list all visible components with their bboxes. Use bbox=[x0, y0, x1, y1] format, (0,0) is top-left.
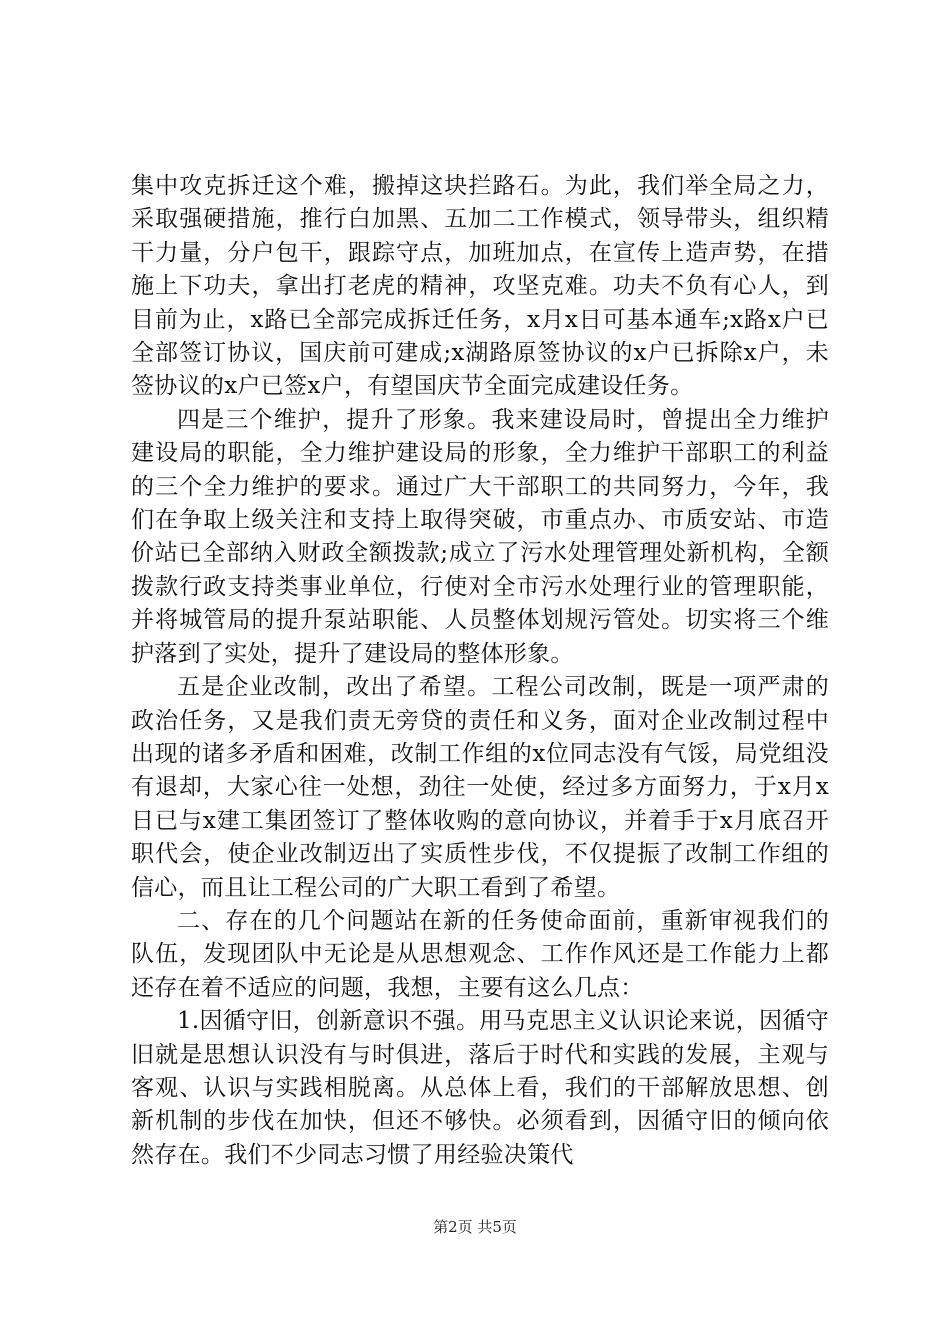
paragraph-5: 1.因循守旧，创新意识不强。用马克思主义认识论来说，因循守旧就是思想认识没有与时俱进，落后于时代和实践的发展，主观与客观、认识与实践相脱离。从总体上看，我们的干部解放思想、创新机制的步伐在加快，但还不够快。必须看到，因循守旧的倾向依然存在。我们不少同志习惯了用经验决策代 bbox=[131, 1008, 829, 1168]
paragraph-1: 集中攻克拆迁这个难，搬掉这块拦路石。为此，我们举全局之力，采取强硬措施，推行白加黑、五加二工作模式，领导带头，组织精干力量，分户包干，跟踪守点，加班加点，在宣传上造声势，在措施上下功夫，拿出打老虎的精神，攻坚克难。功夫不负有心人，到目前为止，x路已全部完成拆迁任务，x月x日可基本通车;x路x户已全部签订协议，国庆前可建成;x湖路原签协议的x户已拆除x户，未签协议的x户已签x户，有望国庆节全面完成建设任务。 bbox=[131, 173, 829, 400]
page-footer: 第2页 共5页 bbox=[433, 1218, 517, 1236]
paragraph-4: 二、存在的几个问题站在新的任务使命面前，重新审视我们的队伍，发现团队中无论是从思想观念、工作作风还是工作能力上都还存在着不适应的问题，我想，主要有这么几点： bbox=[131, 907, 829, 1001]
document-body bbox=[131, 170, 829, 1172]
paragraph-2: 四是三个维护，提升了形象。我来建设局时，曾提出全力维护建设局的职能，全力维护建设局的形象，全力维护干部职工的利益的三个全力维护的要求。通过广大干部职工的共同努力，今年，我们在争取上级关注和支持上取得突破，市重点办、市质安站、市造价站已全部纳入财政全额拨款;成立了污水处理管理处新机构，全额拨款行政支持类事业单位，行使对全市污水处理行业的管理职能，并将城管局的提升泵站职能、人员整体划规污管处。切实将三个维护落到了实处，提升了建设局的整体形象。 bbox=[131, 406, 829, 667]
paragraph-3: 五是企业改制，改出了希望。工程公司改制，既是一项严肃的政治任务，又是我们责无旁贷的责任和义务，面对企业改制过程中出现的诸多矛盾和困难，改制工作组的x位同志没有气馁，局党组没有退却，大家心往一处想，劲往一处使，经过多方面努力，于x月x日已与x建工集团签订了整体收购的意向协议，并着手于x月底召开职代会，使企业改制迈出了实质性步伐，不仅提振了改制工作组的信心，而且让工程公司的广大职工看到了希望。 bbox=[131, 674, 829, 901]
